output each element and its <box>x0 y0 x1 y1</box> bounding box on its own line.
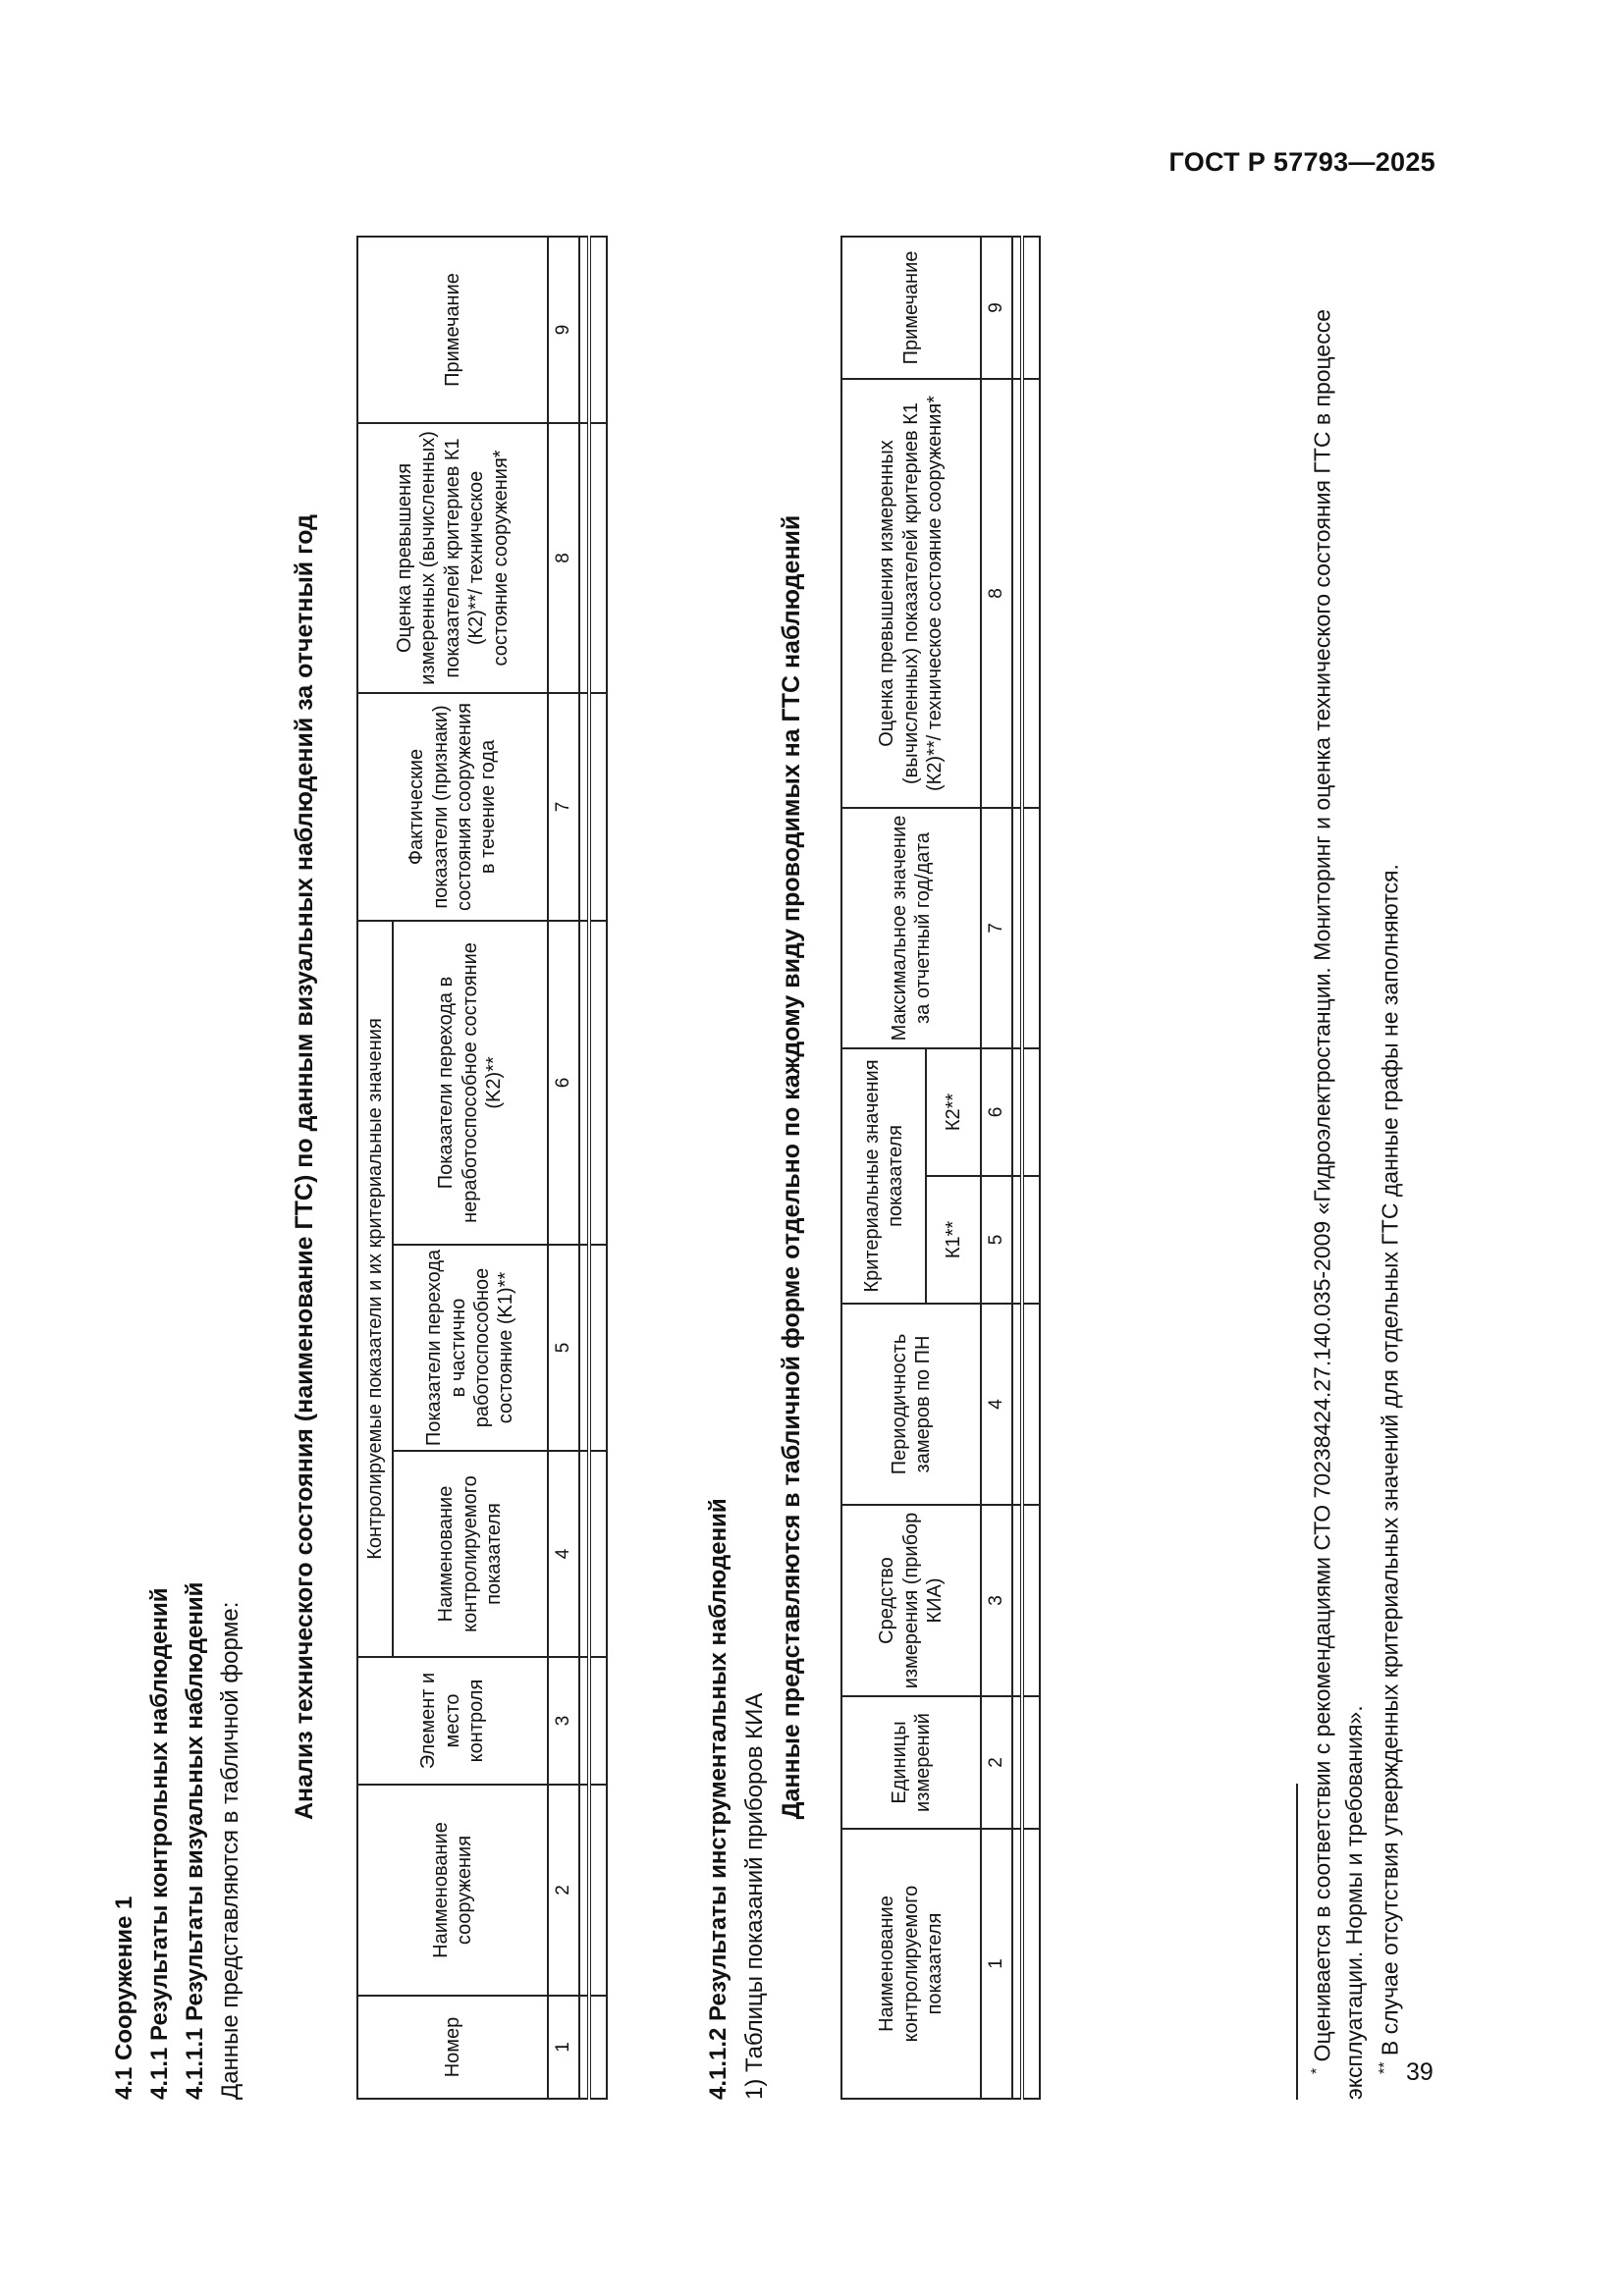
footnote-1 <box>1306 254 1371 2100</box>
empty-cell <box>1022 1176 1040 1304</box>
empty-cell <box>579 1451 589 1657</box>
column-number: 4 <box>548 1451 579 1657</box>
footnote-1-mark: * <box>1308 2067 1326 2074</box>
instrumental-observations-table <box>840 236 1041 2100</box>
empty-cell <box>579 1657 589 1785</box>
column-number: 5 <box>981 1176 1012 1304</box>
empty-cell <box>1012 1829 1022 2099</box>
empty-cell <box>589 1245 607 1451</box>
empty-cell <box>1022 1048 1040 1176</box>
header-number: Номер <box>357 1996 548 2099</box>
empty-cell <box>589 423 607 693</box>
column-number: 9 <box>548 237 579 423</box>
header-structure-name: Наименование сооружения <box>357 1785 548 1996</box>
column-number: 1 <box>981 1829 1012 2099</box>
list-item-kia-tables: 1) Таблицы показаний приборов КИА <box>741 1692 768 2100</box>
column-number: 6 <box>981 1048 1012 1176</box>
section-heading-4-1-1-1: 4.1.1.1 Результаты визуальных наблюдений <box>182 1581 208 2100</box>
empty-cell <box>579 1996 589 2099</box>
empty-cell <box>1012 1505 1022 1696</box>
empty-cell <box>1022 1829 1040 2099</box>
empty-cell <box>1022 808 1040 1048</box>
empty-cell <box>579 693 589 921</box>
column-number: 1 <box>548 1996 579 2099</box>
column-number: 4 <box>981 1304 1012 1505</box>
empty-cell <box>589 1996 607 2099</box>
document-standard-header: ГОСТ Р 57793—2025 <box>1168 147 1435 177</box>
empty-cell <box>579 1785 589 1996</box>
empty-cell <box>1012 379 1022 808</box>
column-number: 7 <box>981 808 1012 1048</box>
column-number: 2 <box>548 1785 579 1996</box>
empty-cell <box>1012 237 1022 379</box>
empty-cell <box>589 1657 607 1785</box>
empty-cell <box>1012 808 1022 1048</box>
empty-cell <box>1012 1304 1022 1505</box>
column-number: 8 <box>548 423 579 693</box>
column-number: 9 <box>981 237 1012 379</box>
table2-caption: Данные представляются в табличной форме отдельно по каждому виду проводимых на ГТС наблюдений <box>778 514 805 1820</box>
column-number: 3 <box>981 1505 1012 1696</box>
empty-cell <box>1022 1505 1040 1696</box>
empty-cell <box>1022 1304 1040 1505</box>
page-number: 39 <box>1406 2058 1434 2086</box>
form-intro-text: Данные представляются в табличной форме: <box>217 1601 244 2100</box>
header-criteria-values: Критериальные значения показателя <box>841 1048 926 1304</box>
header-controlled-indicators-group: Контролируемые показатели и их критериальные значения <box>357 921 393 1657</box>
header-k1: К1** <box>926 1176 981 1304</box>
empty-cell <box>589 237 607 423</box>
empty-cell <box>1012 1048 1022 1176</box>
footnote-2-mark: ** <box>1376 2061 1393 2074</box>
footnote-separator <box>1296 1784 1298 2100</box>
column-number: 8 <box>981 379 1012 808</box>
empty-cell <box>579 1245 589 1451</box>
section-heading-4-1-1-2: 4.1.1.2 Результаты инструментальных наблюдений <box>705 1498 731 2100</box>
column-number: 7 <box>548 693 579 921</box>
header-units: Единицы измерений <box>841 1696 981 1829</box>
empty-cell <box>589 921 607 1245</box>
empty-cell <box>589 693 607 921</box>
table1-caption: Анализ технического состояния (наименование ГТС) по данным визуальных наблюдений за отчетный год <box>291 513 318 1821</box>
empty-cell <box>1022 1696 1040 1829</box>
footnote-2-text: В случае отсутствия утвержденных критериальных значений для отдельных ГТС данные графы не заполняются. <box>1377 864 1403 2056</box>
empty-cell <box>589 1451 607 1657</box>
header-actual-indicators: Фактические показатели (признаки) состояния сооружения в течение года <box>357 693 548 921</box>
empty-cell <box>1022 379 1040 808</box>
header-max-value: Максимальное значение за отчетный год/дата <box>841 808 981 1048</box>
column-number: 3 <box>548 1657 579 1785</box>
footnote-2 <box>1376 254 1404 2100</box>
empty-cell <box>579 423 589 693</box>
visual-observations-table <box>356 236 608 2100</box>
header-k2: К2** <box>926 1048 981 1176</box>
header-instrument: Средство измерения (прибор КИА) <box>841 1505 981 1696</box>
header-note: Примечание <box>357 237 548 423</box>
column-number: 5 <box>548 1245 579 1451</box>
column-number: 2 <box>981 1696 1012 1829</box>
header-measurement-period: Периодичность замеров по ПН <box>841 1304 981 1505</box>
footnote-1-text: Оценивается в соответствии с рекомендациями СТО 70238424.27.140.035-2009 «Гидроэлектростанции. Мониторинг и оценка технического состояния ГТС в процессе эксплуатации. Нормы и требования». <box>1309 308 1368 2100</box>
header-indicator-name: Наименование контролируемого показателя <box>393 1451 548 1657</box>
empty-cell <box>1022 237 1040 379</box>
header-indicator-name: Наименование контролируемого показателя <box>841 1829 981 2099</box>
rotated-content <box>103 225 1448 2100</box>
header-note: Примечание <box>841 237 981 379</box>
header-k2-indicators: Показатели перехода в неработоспособное состояние (K2)** <box>393 921 548 1245</box>
header-element-location: Элемент и место контроля <box>357 1657 548 1785</box>
empty-cell <box>1012 1696 1022 1829</box>
header-k1-indicators: Показатели перехода в частично работоспособное состояние (K1)** <box>393 1245 548 1451</box>
header-exceedance-assessment: Оценка превышения измеренных (вычисленных) показателей критериев К1 (К2)**/ техническое состояние сооружения* <box>357 423 548 693</box>
empty-cell <box>589 1785 607 1996</box>
section-heading-4-1-1: 4.1.1 Результаты контрольных наблюдений <box>146 1587 173 2100</box>
header-exceedance-assessment: Оценка превышения измеренных (вычисленных) показателей критериев К1 (К2)**/ техническое состояние сооружения* <box>841 379 981 808</box>
section-heading-4-1: 4.1 Сооружение 1 <box>111 1896 137 2100</box>
empty-cell <box>579 921 589 1245</box>
empty-cell <box>1012 1176 1022 1304</box>
empty-cell <box>579 237 589 423</box>
column-number: 6 <box>548 921 579 1245</box>
